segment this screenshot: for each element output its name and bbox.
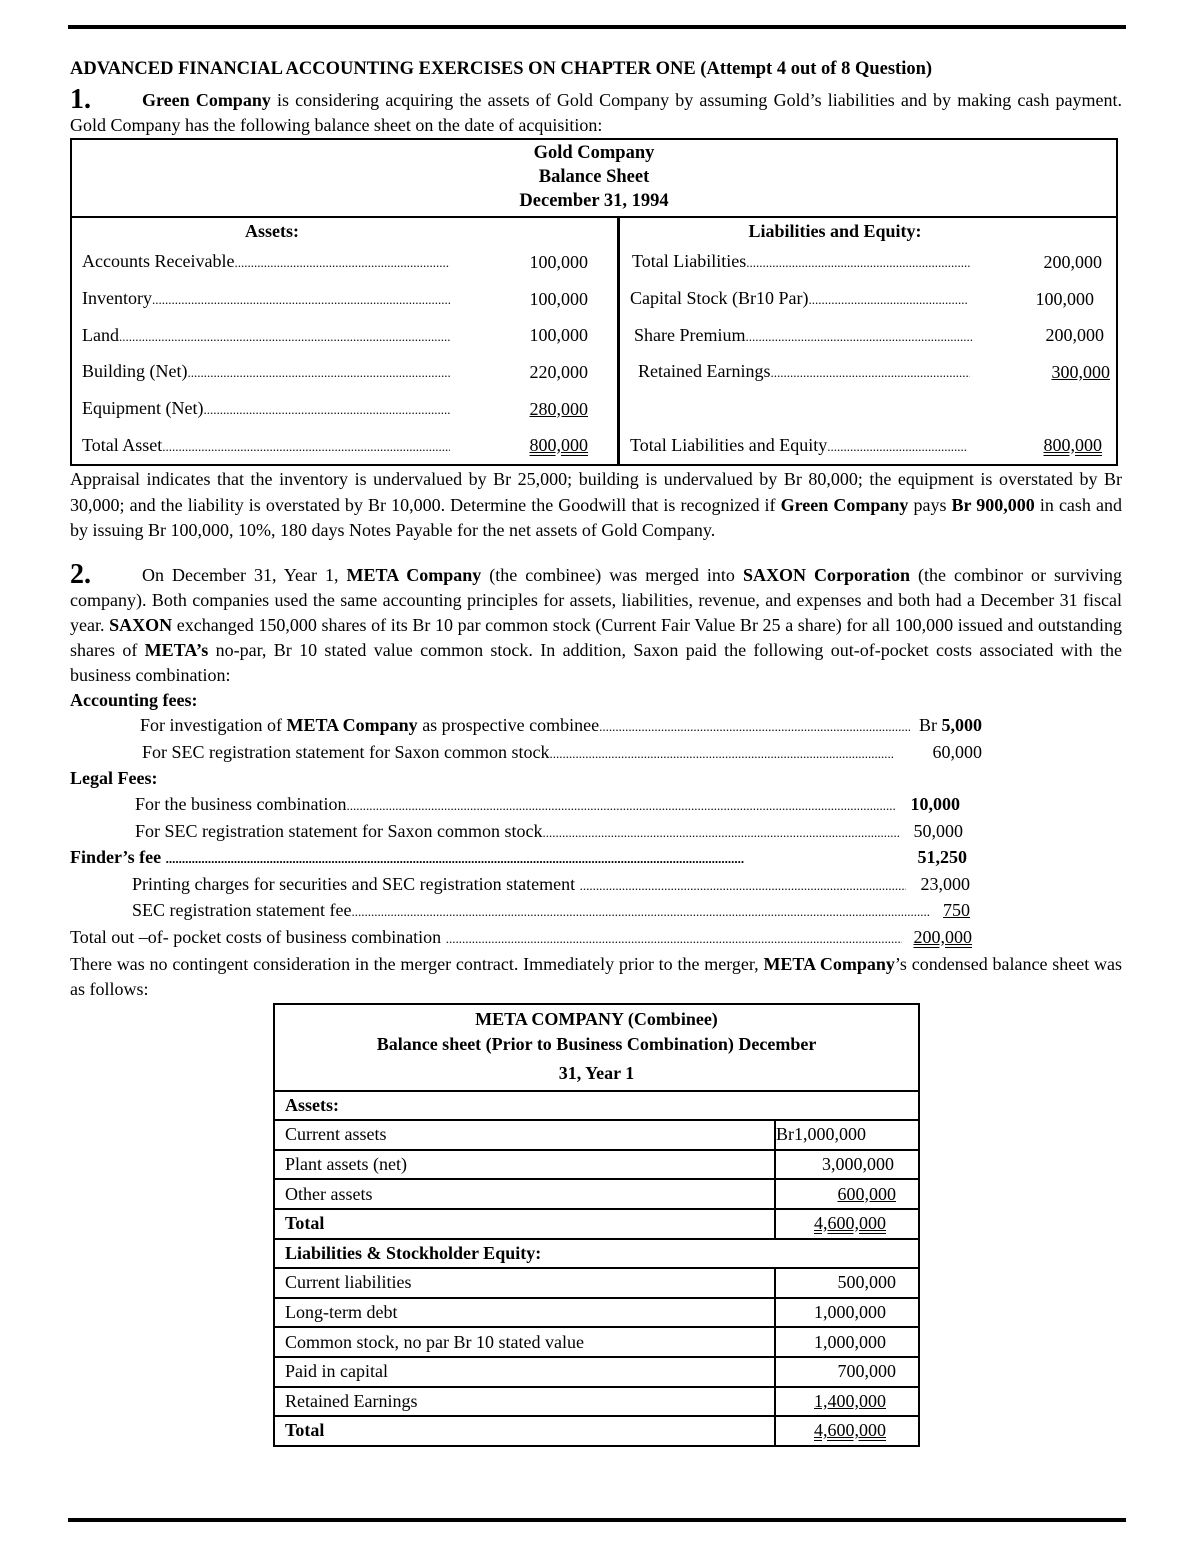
row-value: 4,600,000 <box>814 1213 886 1234</box>
gold-balance-sheet-body <box>72 218 1116 464</box>
row-value: 600,000 <box>837 1183 896 1204</box>
table-row <box>274 1179 919 1209</box>
asset-label: Land ..... <box>82 323 450 349</box>
question-2-number: 2. <box>70 558 91 590</box>
gold-asset-row <box>72 317 617 354</box>
meta-caption <box>274 1004 919 1091</box>
cost-label: For the business combination ..... <box>135 792 895 819</box>
question-1-appraisal <box>70 467 1122 544</box>
asset-label: Total Asset ..... <box>82 433 450 459</box>
gold-liability-blank-row <box>620 391 1116 428</box>
question-1-intro <box>70 84 1122 138</box>
cost-amount: 10,000 <box>910 794 960 814</box>
gold-balance-sheet-header <box>72 140 1116 218</box>
appraisal-text: in cash and by issuing Br 100,000, 10%, 180 days Notes Payable for the net assets of Gold Company. <box>70 494 1122 541</box>
row-label: Long-term debt <box>274 1298 775 1328</box>
cost-amount: 23,000 <box>920 873 970 894</box>
meta-section-row <box>274 1239 919 1269</box>
asset-value: 100,000 <box>529 251 588 272</box>
asset-total-value: 800,000 <box>529 435 588 456</box>
q2-text: (the combinor or surviving company). Both companies used the same accounting principles for assets, liabilities, revenue, and expenses and both had a December 31 fiscal year. <box>70 564 1123 635</box>
asset-label: Accounts Receivable ..... <box>82 249 450 275</box>
asset-value: 280,000 <box>529 398 588 419</box>
q2-text: There was no contingent consideration in the merger contract. Immediately prior to the merger, <box>70 953 764 974</box>
question-2-intro <box>70 558 1123 688</box>
asset-label: Equipment (Net) ..... <box>82 396 450 422</box>
green-company-bold: Green Company <box>780 494 909 515</box>
cost-label: For investigation of META Company as prospective combinee ..... <box>140 713 910 740</box>
legal-fees-heading: Legal Fees: <box>70 768 158 789</box>
row-value: 4,600,000 <box>814 1420 886 1441</box>
q2-text: exchanged 150,000 shares of its Br 10 par common stock (Current Fair Value Br 25 a share) for all 100,000 issued and outstanding shares of <box>70 614 1122 660</box>
q2-text: no-par, Br 10 stated value common stock. In addition, Saxon paid the following out-of-pocket costs associated with the business combination: <box>70 639 1122 685</box>
cost-row <box>70 898 1122 925</box>
row-value: 700,000 <box>775 1357 919 1387</box>
gold-company-name: Gold Company <box>533 143 655 163</box>
meta-section-row <box>274 1091 919 1121</box>
gold-statement-date: December 31, 1994 <box>519 191 669 211</box>
q2-text: ’s condensed balance sheet was as follows: <box>70 953 1122 1000</box>
row-label: Retained Earnings <box>274 1387 775 1417</box>
gold-balance-sheet <box>70 138 1118 466</box>
row-value: 3,000,000 <box>775 1150 919 1180</box>
row-label: Other assets <box>274 1179 775 1209</box>
meta-caption-line-1: META COMPANY (Combinee) <box>475 1008 718 1029</box>
gold-statement-name: Balance Sheet <box>538 167 650 187</box>
table-row <box>274 1357 919 1387</box>
gold-assets-column <box>72 218 620 464</box>
cost-label: For SEC registration statement for Saxon common stock ..... <box>135 819 899 846</box>
cost-total-amount: 200,000 <box>913 926 972 947</box>
cost-label: SEC registration statement fee ..... <box>132 898 936 925</box>
cost-row <box>70 740 1122 767</box>
gold-asset-total-row <box>72 427 617 464</box>
liability-label: Share Premium ..... <box>634 323 972 349</box>
liability-value: 200,000 <box>1045 325 1104 346</box>
row-value: 500,000 <box>775 1268 919 1298</box>
appraisal-text: pays <box>908 494 952 515</box>
liability-label: Total Liabilities ..... <box>632 249 970 275</box>
top-rule <box>68 25 1126 29</box>
liability-label: Retained Earnings ..... <box>638 359 970 385</box>
cost-row <box>70 845 1122 872</box>
meta-assets-heading: Assets: <box>274 1091 919 1121</box>
cost-amount: 50,000 <box>913 820 963 841</box>
gold-assets-heading: Assets: <box>245 221 299 241</box>
cost-amount: Br 5,000 <box>919 715 982 736</box>
table-row <box>274 1327 919 1357</box>
cost-label: Total out –of- pocket costs of business combination ..... <box>70 925 902 952</box>
row-label: Total <box>274 1209 775 1239</box>
liability-value: 300,000 <box>1051 361 1110 382</box>
table-row <box>274 1150 919 1180</box>
asset-value: 100,000 <box>529 325 588 346</box>
meta-liabilities-heading: Liabilities & Stockholder Equity: <box>274 1239 919 1269</box>
meta-caption-row <box>274 1004 919 1091</box>
asset-value: 100,000 <box>529 288 588 309</box>
document-title: ADVANCED FINANCIAL ACCOUNTING EXERCISES ON CHAPTER ONE (Attempt 4 out of 8 Question) <box>70 59 933 79</box>
gold-asset-row <box>72 354 617 391</box>
gold-liability-row <box>620 354 1116 391</box>
bottom-rule <box>68 1518 1126 1522</box>
row-label: Total <box>274 1416 775 1446</box>
table-row <box>274 1387 919 1417</box>
row-label: Paid in capital <box>274 1357 775 1387</box>
row-value: 1,000,000 <box>775 1298 919 1328</box>
gold-liability-row <box>620 281 1116 318</box>
asset-value: 220,000 <box>529 361 588 382</box>
saxon-corporation-bold: SAXON Corporation <box>742 564 910 585</box>
question-1-intro-text: is considering acquiring the assets of Gold Company by assuming Gold’s liabilities and by making cash payment. Gold Company has the following balance sheet on the date of acquisition: <box>70 90 1122 135</box>
question-2-closing <box>70 952 1122 1003</box>
green-company-bold: Green Company <box>142 90 271 110</box>
saxon-bold: SAXON <box>109 614 173 635</box>
appraisal-text: Appraisal indicates that the inventory is undervalued by Br 25,000; building is undervalued by Br 80,000; the equipment is overstated by Br 30,000; and the liability is overstated by Br 10,000. Determine the Goodwill that is recognized if <box>70 469 1122 515</box>
cost-total-row <box>70 925 1122 952</box>
row-label: Current liabilities <box>274 1268 775 1298</box>
payment-amount-bold: Br 900,000 <box>951 494 1035 515</box>
liability-label: Capital Stock (Br10 Par) ..... <box>630 286 968 312</box>
out-of-pocket-costs <box>70 688 1122 952</box>
liability-label: Total Liabilities and Equity ..... <box>630 433 968 459</box>
gold-liability-total-row <box>620 427 1116 464</box>
row-label: Current assets <box>274 1120 775 1150</box>
gold-asset-row <box>72 244 617 281</box>
meta-company-bold: META Company <box>346 564 482 585</box>
q2-text: (the combinee) was merged into <box>481 564 743 585</box>
cost-row <box>70 713 1122 740</box>
row-label: Plant assets (net) <box>274 1150 775 1180</box>
liability-value: 100,000 <box>1035 288 1094 309</box>
row-label: Common stock, no par Br 10 stated value <box>274 1327 775 1357</box>
cost-amount: 60,000 <box>932 741 982 762</box>
meta-company-bold: META Company <box>763 953 895 974</box>
cost-row <box>70 819 1122 846</box>
question-1-number: 1. <box>70 84 91 115</box>
liability-value: 200,000 <box>1043 251 1102 272</box>
table-row <box>274 1209 919 1239</box>
table-row <box>274 1120 919 1150</box>
gold-asset-row <box>72 281 617 318</box>
asset-label: Inventory ..... <box>82 286 450 312</box>
gold-liabilities-heading: Liabilities and Equity: <box>748 221 922 241</box>
table-row <box>274 1298 919 1328</box>
row-value: Br1,000,000 <box>775 1120 919 1150</box>
cost-label: Finder’s fee ..... <box>70 845 902 872</box>
table-row <box>274 1416 919 1446</box>
meta-balance-sheet <box>273 1003 920 1447</box>
cost-amount: 51,250 <box>917 847 967 868</box>
meta-caption-line-2: Balance sheet (Prior to Business Combination) December <box>376 1033 817 1054</box>
accounting-fees-heading: Accounting fees: <box>70 689 198 710</box>
row-value: 1,400,000 <box>814 1390 886 1411</box>
row-value: 1,000,000 <box>775 1327 919 1357</box>
gold-asset-row <box>72 391 617 428</box>
liability-total-value: 800,000 <box>1043 435 1102 456</box>
q2-text: On December 31, Year 1, <box>142 564 347 585</box>
cost-row <box>70 872 1122 899</box>
table-row <box>274 1268 919 1298</box>
cost-row <box>70 792 1122 819</box>
gold-liability-row <box>620 244 1116 281</box>
meta-possessive-bold: META’s <box>144 639 209 660</box>
gold-liability-row <box>620 317 1116 354</box>
cost-label: Printing charges for securities and SEC registration statement ..... <box>132 872 906 899</box>
gold-liabilities-column <box>620 218 1116 464</box>
cost-amount: 750 <box>943 900 970 921</box>
cost-label: For SEC registration statement for Saxon common stock ..... <box>142 740 894 767</box>
meta-caption-line-3: 31, Year 1 <box>558 1062 635 1083</box>
page <box>70 55 1122 1447</box>
asset-label: Building (Net) ..... <box>82 359 450 385</box>
